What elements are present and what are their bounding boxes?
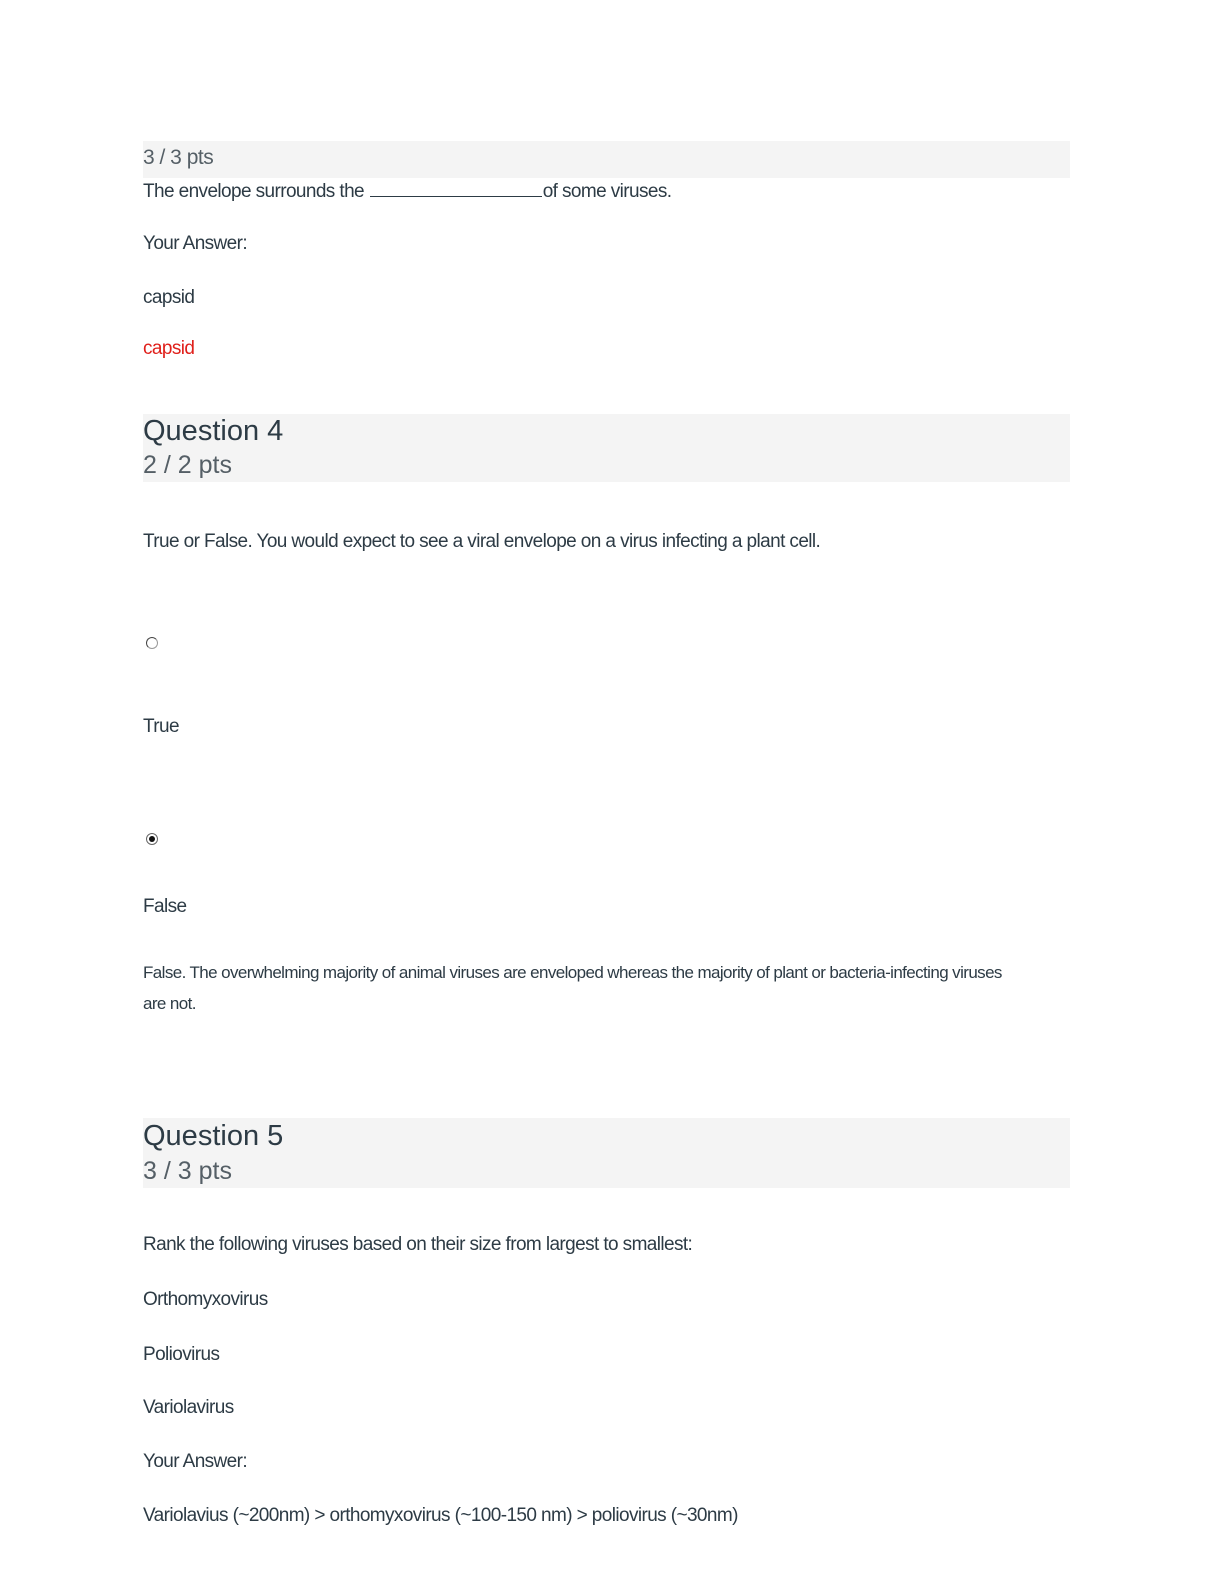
q4-option-true-label: True xyxy=(143,716,179,737)
q5-item: Variolavirus xyxy=(143,1397,234,1418)
q3-header xyxy=(143,141,1070,178)
q4-option-false-label: False xyxy=(143,896,187,917)
q3-correct-answer: capsid xyxy=(143,338,195,359)
q3-blank xyxy=(370,182,542,197)
q3-your-answer-label: Your Answer: xyxy=(143,233,248,254)
q3-your-answer: capsid xyxy=(143,287,195,308)
q5-header xyxy=(143,1118,1070,1188)
radio-selected-dot xyxy=(149,836,155,842)
q4-prompt: True or False. You would expect to see a viral envelope on a virus infecting a plant cell. xyxy=(143,531,821,552)
q5-item: Orthomyxovirus xyxy=(143,1289,268,1310)
q4-option-false-radio[interactable] xyxy=(146,833,158,845)
q4-title: Question 4 xyxy=(143,415,284,447)
q5-prompt: Rank the following viruses based on their size from largest to smallest: xyxy=(143,1234,693,1255)
q5-your-answer-label: Your Answer: xyxy=(143,1451,248,1472)
q5-title: Question 5 xyxy=(143,1120,284,1152)
q4-points: 2 / 2 pts xyxy=(143,451,232,479)
q4-option-true-radio[interactable] xyxy=(146,637,158,649)
q5-your-answer: Variolavius (~200nm) > orthomyxovirus (~100-150 nm) > poliovirus (~30nm) xyxy=(143,1505,738,1526)
q4-explanation: False. The overwhelming majority of animal viruses are enveloped whereas the majority of plant or bacteria-infecting viruses are not. xyxy=(143,963,1002,1013)
q3-prompt-after: of some viruses. xyxy=(542,181,672,202)
q5-item: Poliovirus xyxy=(143,1344,220,1365)
q3-prompt-before: The envelope surrounds the xyxy=(143,181,369,202)
q3-points: 3 / 3 pts xyxy=(143,146,214,169)
q5-points: 3 / 3 pts xyxy=(143,1157,232,1185)
q3-prompt xyxy=(143,181,671,203)
q4-header xyxy=(143,414,1070,482)
